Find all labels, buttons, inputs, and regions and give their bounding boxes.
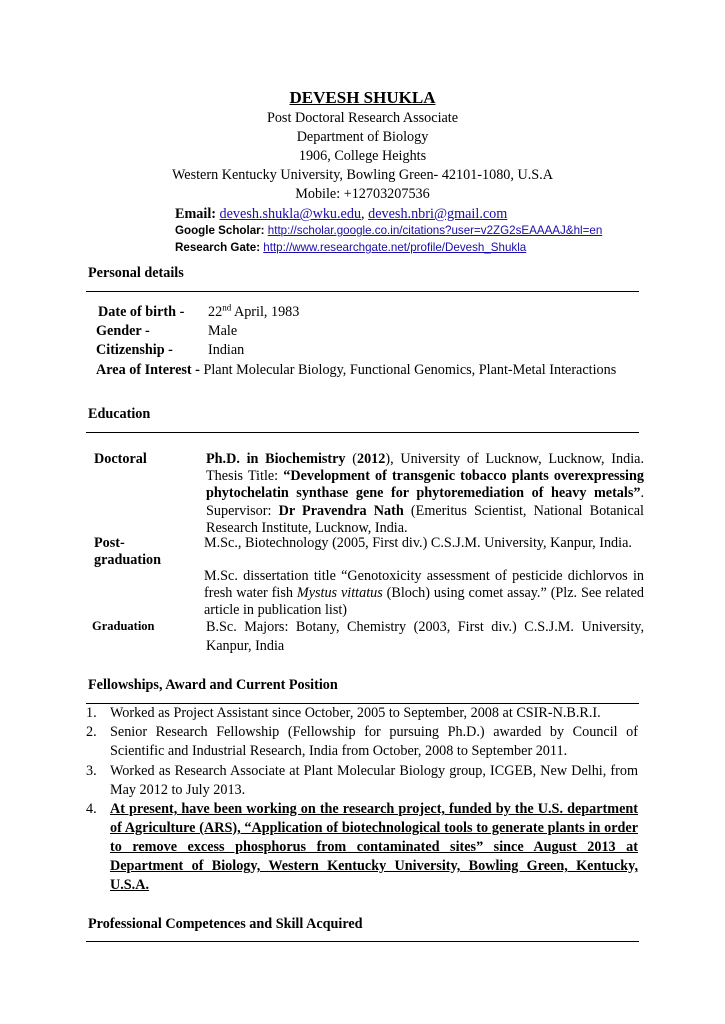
list-item: 2. Senior Research Fellowship (Fellowship for pursuing Ph.D.) awarded by Council of Scientific and Industrial Research, India from October, 2008 to September 2011. (86, 724, 638, 759)
doctoral-details: Ph.D. in Biochemistry (2012), University of Lucknow, Lucknow, India. Thesis Title: “Development of transgenic tobacco plants overexpressing phytochelatin synthase gene for phytoremediation of heavy metals”. Supervisor: Dr Pravendra Nath (Emeritus Scientist, National Botanical Research Institute, Lucknow, India. (206, 451, 644, 536)
postgraduation-label-line2: graduation (94, 552, 162, 568)
fellowships-heading: Fellowships, Award and Current Position (88, 677, 338, 693)
email-link-wku[interactable]: devesh.shukla@wku.edu (219, 206, 362, 222)
area-of-interest (96, 361, 616, 380)
dob-label: Date of birth - (98, 304, 185, 320)
street-address: 1906, College Heights (298, 148, 427, 164)
department: Department of Biology (296, 129, 429, 145)
graduation-label: Graduation (92, 619, 155, 633)
personal-details-heading: Personal details (88, 265, 184, 281)
university-address: Western Kentucky University, Bowling Green- 42101-1080, U.S.A (172, 167, 553, 183)
email-link-gmail[interactable]: devesh.nbri@gmail.com (368, 206, 508, 222)
msc-degree: M.Sc., Biotechnology (2005, First div.) C.S.J.M. University, Kanpur, India. (204, 535, 632, 551)
citizenship-label: Citizenship - (96, 342, 173, 358)
research-gate-link[interactable]: http://www.researchgate.net/profile/Devesh_Shukla (263, 241, 527, 254)
google-scholar-line (175, 224, 602, 237)
email-label: Email: (175, 206, 216, 222)
gender-label: Gender - (96, 323, 150, 339)
section-divider (86, 291, 639, 292)
interest-label: Area of Interest - (96, 362, 200, 378)
section-divider (86, 432, 639, 433)
position-title: Post Doctoral Research Associate (266, 110, 459, 126)
msc-dissertation: M.Sc. dissertation title “Genotoxicity assessment of pesticide dichlorvos in fresh water fish Mystus vittatus (Bloch) using comet assay.” (Plz. See related article in publication list) (204, 568, 644, 619)
candidate-name: DEVESH SHUKLA (289, 88, 436, 107)
email-separator: , (361, 206, 365, 222)
dob-value: 22nd April, 1983 (208, 302, 300, 320)
doctoral-label: Doctoral (94, 451, 147, 467)
citizenship-value: Indian (208, 342, 245, 358)
skills-heading: Professional Competences and Skill Acquired (88, 916, 363, 932)
list-item: 3. Worked as Research Associate at Plant Molecular Biology group, ICGEB, New Delhi, from May 2012 to July 2013. (86, 763, 638, 798)
research-gate-line (175, 241, 526, 254)
email-line (175, 206, 507, 223)
mobile-number: Mobile: +12703207536 (295, 186, 430, 202)
section-divider (86, 941, 639, 942)
bsc-degree: B.Sc. Majors: Botany, Chemistry (2003, First div.) C.S.J.M. University, Kanpur, India (206, 619, 644, 654)
google-scholar-label: Google Scholar: (175, 224, 265, 237)
interest-value: Plant Molecular Biology, Functional Genomics, Plant-Metal Interactions (203, 362, 617, 378)
research-gate-label: Research Gate: (175, 241, 261, 254)
list-item-current-position: 4. At present, have been working on the research project, funded by the U.S. department of Agriculture (ARS), “Application of biotechnological tools to generate plants in order to remove excess phosphorus from contaminated sites” since August 2013 at Department of Biology, Western Kentucky University, Bowling Green, Kentucky, U.S.A. (86, 801, 638, 893)
postgraduation-label-line1: Post- (94, 535, 125, 551)
education-heading: Education (88, 406, 151, 422)
gender-value: Male (208, 323, 238, 339)
google-scholar-link[interactable]: http://scholar.google.co.in/citations?user=v2ZG2sEAAAAJ&hl=en (267, 224, 603, 237)
list-item: 1. Worked as Project Assistant since October, 2005 to September, 2008 at CSIR-N.B.R.I. (86, 705, 601, 721)
